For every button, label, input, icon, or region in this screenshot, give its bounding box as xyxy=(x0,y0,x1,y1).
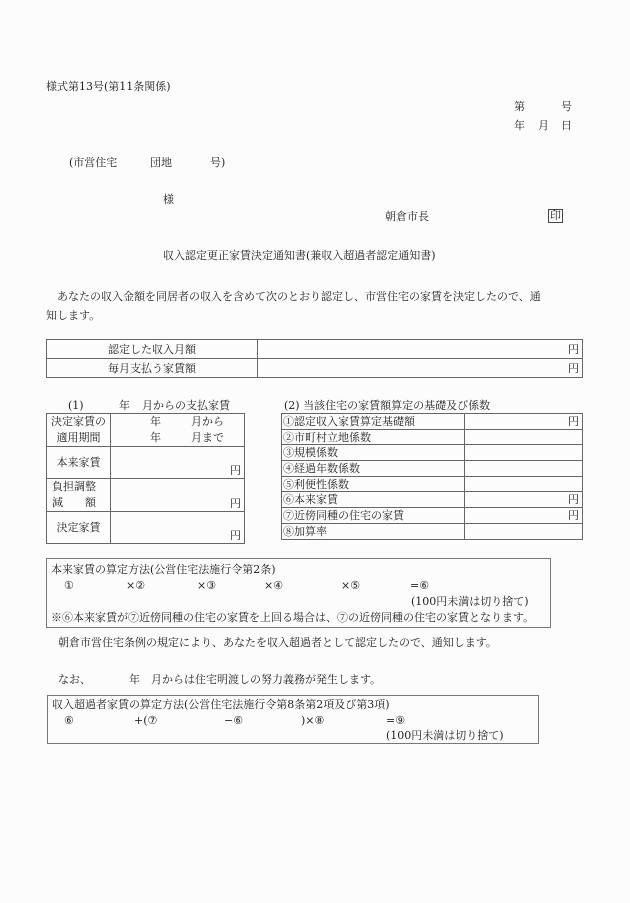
formula1-title: 本来家賃の算定方法(公営住宅法施行令第2条) xyxy=(51,563,276,576)
table-row xyxy=(47,479,245,512)
row-label: ①認定収入家賃算定基礎額 xyxy=(282,414,465,430)
date-month: 月 xyxy=(538,119,549,132)
row-label: ④経過年数係数 xyxy=(282,461,465,477)
row-label: ③規模係数 xyxy=(282,445,465,461)
recipient-honorific: 様 xyxy=(163,193,174,206)
table-row xyxy=(47,340,583,359)
address-estate: 団地 xyxy=(150,156,172,169)
adjust-label-1: 負担調整 xyxy=(52,480,96,493)
period-cell[interactable] xyxy=(111,414,245,447)
date-day: 日 xyxy=(561,119,572,132)
formula1-note: ※⑥本来家賃が⑦近傍同種の住宅の家賃を上回る場合は、⑦の近傍同種の住宅の家賃となります。 xyxy=(51,611,535,624)
income-amount-cell[interactable]: 円 xyxy=(258,340,583,359)
address-number: 号) xyxy=(210,156,226,169)
value-cell[interactable] xyxy=(465,523,583,539)
section1-heading-number: (1) xyxy=(68,399,84,412)
formula1-term: ×③ xyxy=(197,579,217,592)
summary-table xyxy=(46,339,583,378)
row-label: 認定した収入月額 xyxy=(47,340,258,359)
formula1-term: ×④ xyxy=(264,579,284,592)
coefficient-table xyxy=(281,413,583,540)
section2-heading: (2) 当該住宅の家賃額算定の基礎及び係数 xyxy=(284,399,491,412)
formula1-term: ×⑤ xyxy=(341,579,361,592)
row-label: ⑦近傍同種の住宅の家賃 xyxy=(282,508,465,524)
formula2-term: =⑨ xyxy=(386,714,406,727)
base-rent-cell[interactable]: 円 xyxy=(111,447,245,479)
value-cell[interactable] xyxy=(465,429,583,445)
table-row xyxy=(282,445,583,461)
base-rent-formula-box xyxy=(46,558,551,628)
table-row xyxy=(47,447,245,479)
formula1-rounding: (100円未満は切り捨て) xyxy=(411,595,529,608)
formula2-term: ⑥ xyxy=(64,714,74,727)
table-row xyxy=(47,512,245,544)
issuer-name: 朝倉市長 xyxy=(385,210,429,223)
to-year: 年 xyxy=(150,431,161,444)
value-cell[interactable]: 円 xyxy=(465,492,583,508)
intro-line-1: あなたの収入金額を同居者の収入を含めて次のとおり認定し、市営住宅の家賃を決定したので、通 xyxy=(57,290,541,303)
address-housing: (市営住宅 xyxy=(69,156,118,169)
formula2-term: −⑥ xyxy=(224,714,244,727)
value-cell[interactable] xyxy=(465,445,583,461)
adjust-label-2b: 額 xyxy=(85,496,96,509)
date-year: 年 xyxy=(514,119,525,132)
intro-line-2: 知します。 xyxy=(46,309,101,322)
row-label: 毎月支払う家賃額 xyxy=(47,359,258,378)
seal-mark xyxy=(548,209,563,223)
formula2-rounding: (100円未満は切り捨て) xyxy=(386,729,504,742)
adjust-amount-cell[interactable]: 円 xyxy=(111,479,245,512)
table-row xyxy=(282,492,583,508)
from-month: 月から xyxy=(191,415,224,428)
decided-rent-cell[interactable]: 円 xyxy=(111,512,245,544)
section1-heading-text: 月からの支払家賃 xyxy=(142,399,230,412)
formula1-term: =⑥ xyxy=(410,579,430,592)
table-row xyxy=(282,429,583,445)
formula1-term: ×② xyxy=(126,579,146,592)
excess-rent-formula-box xyxy=(47,695,539,744)
formula2-term: +(⑦ xyxy=(134,714,158,727)
formula1-term: ① xyxy=(64,579,74,592)
document-title: 収入認定更正家賃決定通知書(兼収入超過者認定通知書) xyxy=(163,249,436,262)
section1-heading-year: 年 xyxy=(119,399,130,412)
row-label: ⑥本来家賃 xyxy=(282,492,465,508)
table-row xyxy=(282,523,583,539)
vacate-notice-prefix: なお、 xyxy=(58,673,91,686)
value-cell[interactable] xyxy=(465,476,583,492)
value-cell[interactable] xyxy=(465,461,583,477)
value-cell[interactable]: 円 xyxy=(465,414,583,430)
row-label: ⑧加算率 xyxy=(282,523,465,539)
rent-amount-cell[interactable]: 円 xyxy=(258,359,583,378)
excess-income-notice: 朝倉市営住宅条例の規定により、あなたを収入超過者として認定したので、通知します。 xyxy=(58,636,497,649)
adjust-label-2a: 減 xyxy=(52,496,63,509)
table-row xyxy=(47,414,245,447)
row-label: 決定家賃 xyxy=(47,512,111,544)
period-label-2: 適用期間 xyxy=(56,431,101,444)
formula2-title: 収入超過者家賃の算定方法(公営住宅法施行令第8条第2項及び第3項) xyxy=(52,698,390,711)
value-cell[interactable]: 円 xyxy=(465,508,583,524)
table-row xyxy=(282,508,583,524)
from-year: 年 xyxy=(150,415,161,428)
doc-number-suffix: 号 xyxy=(561,100,572,113)
table-row xyxy=(47,359,583,378)
row-label: ⑤利便性係数 xyxy=(282,476,465,492)
payment-rent-table xyxy=(46,413,245,544)
table-row xyxy=(282,461,583,477)
vacate-notice-year: 年 xyxy=(129,673,140,686)
to-month: 月まで xyxy=(191,431,224,444)
row-label: ②市町村立地係数 xyxy=(282,429,465,445)
period-label-1: 決定家賃の xyxy=(51,415,106,428)
doc-number-prefix: 第 xyxy=(514,100,525,113)
formula2-term: )×⑧ xyxy=(301,714,325,727)
row-label: 本来家賃 xyxy=(47,447,111,479)
seal-icon: 印 xyxy=(550,209,561,222)
form-number: 様式第13号(第11条関係) xyxy=(46,80,171,93)
vacate-notice-text: 月からは住宅明渡しの努力義務が発生します。 xyxy=(151,673,382,686)
table-row xyxy=(282,414,583,430)
table-row xyxy=(282,476,583,492)
